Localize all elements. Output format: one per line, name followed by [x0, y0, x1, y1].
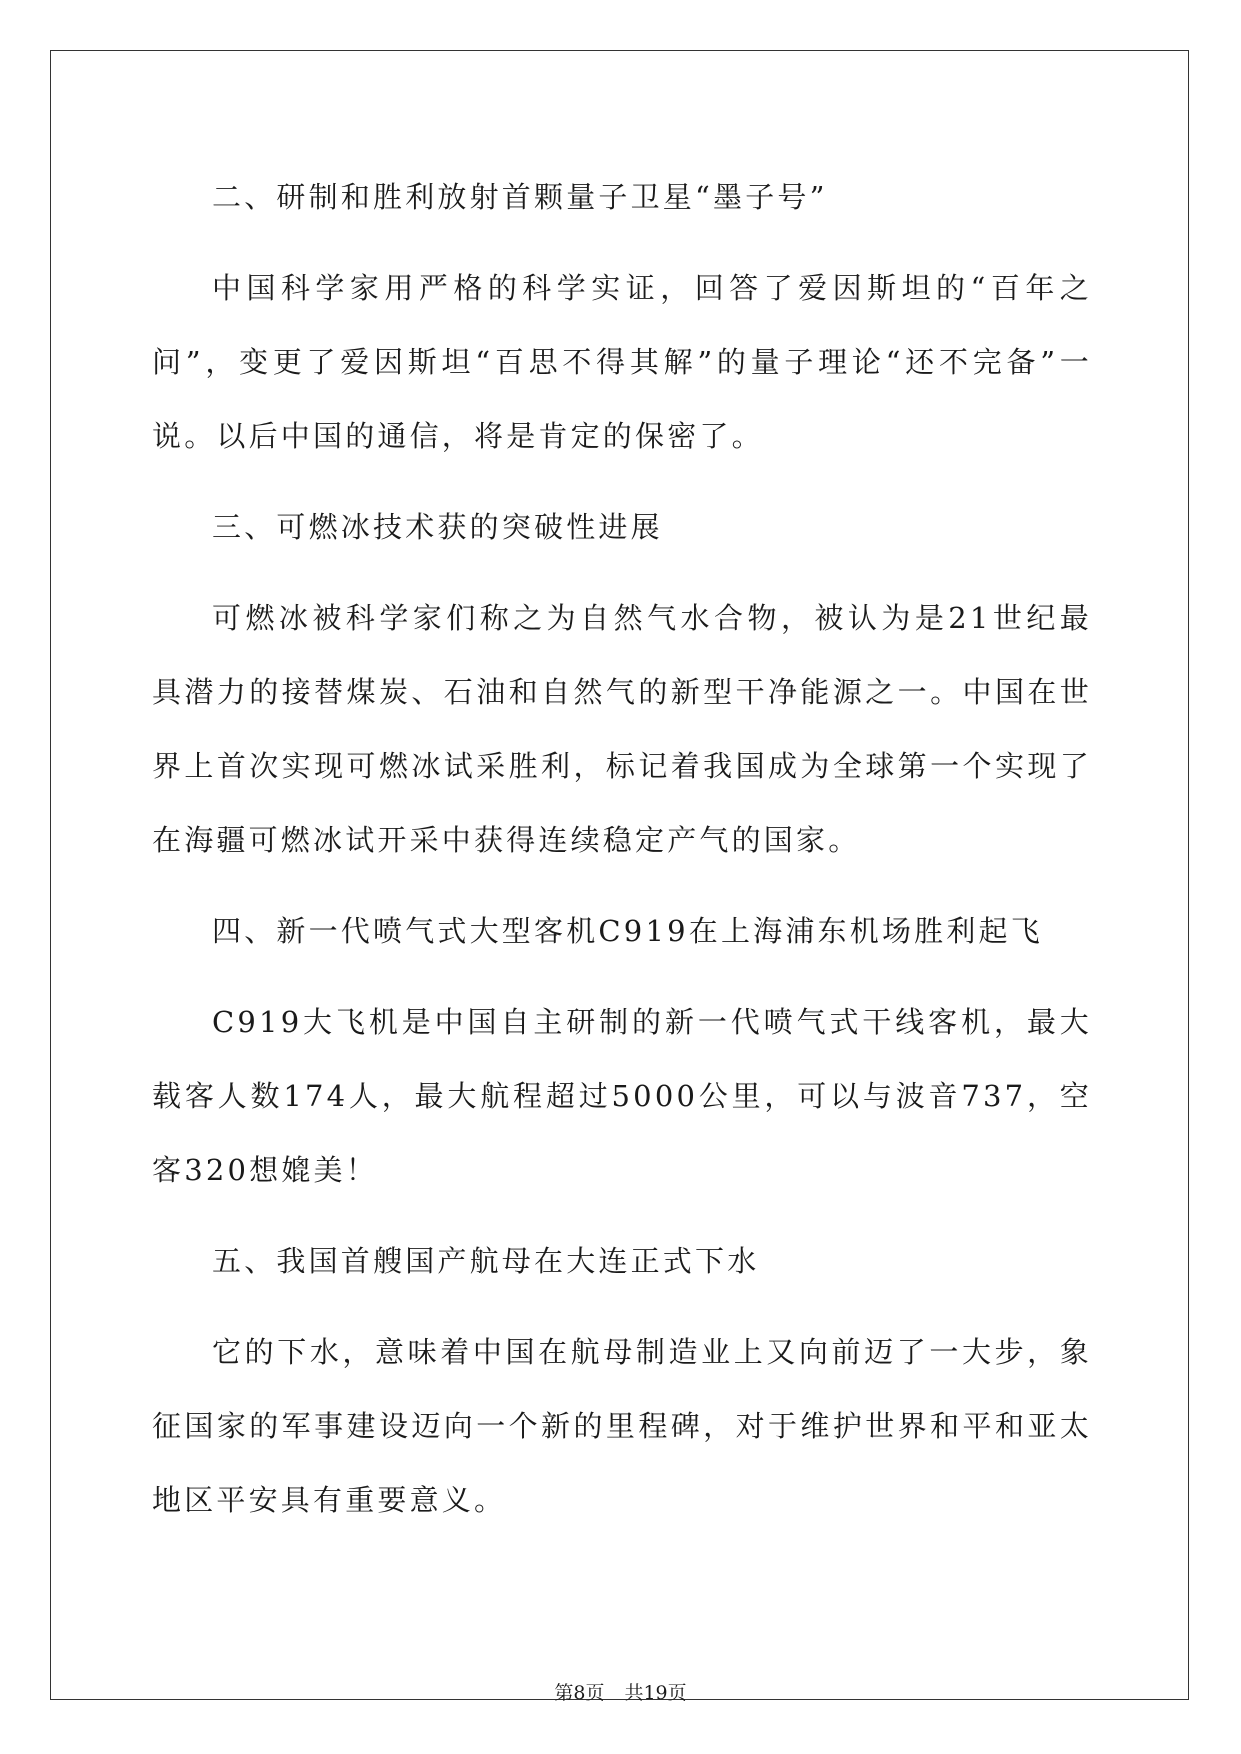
document-body [152, 160, 1092, 1554]
heading-quantum-satellite: 二、研制和胜利放射首颗量子卫星“墨子号” [212, 180, 828, 214]
page-footer [0, 1678, 1241, 1705]
paragraph-combustible-ice: 可燃冰被科学家们称之为自然气水合物，被认为是21世纪最具潜力的接替煤炭、石油和自然气的新型干净能源之一。中国在世界上首次实现可燃冰试采胜利，标记着我国成为全球第一个实现了在海疆可燃冰试开采中获得连续稳定产气的国家。 [152, 601, 1092, 857]
paragraph-quantum-satellite: 中国科学家用严格的科学实证，回答了爱因斯坦的“百年之问”，变更了爱因斯坦“百思不得其解”的量子理论“还不完备”一说。以后中国的通信，将是肯定的保密了。 [152, 271, 1092, 453]
heading-aircraft-carrier: 五、我国首艘国产航母在大连正式下水 [212, 1244, 760, 1278]
page-number: 第8页 [554, 1682, 605, 1704]
heading-combustible-ice: 三、可燃冰技术获的突破性进展 [212, 510, 663, 544]
page-total: 共19页 [624, 1682, 687, 1704]
paragraph-c919: C919大飞机是中国自主研制的新一代喷气式干线客机，最大载客人数174人，最大航程超过5000公里，可以与波音737，空客320想媲美！ [152, 1005, 1092, 1187]
heading-c919: 四、新一代喷气式大型客机C919在上海浦东机场胜利起飞 [212, 914, 1043, 948]
paragraph-aircraft-carrier: 它的下水，意味着中国在航母制造业上又向前迈了一大步，象征国家的军事建设迈向一个新的里程碑，对于维护世界和平和亚太地区平安具有重要意义。 [152, 1335, 1092, 1517]
